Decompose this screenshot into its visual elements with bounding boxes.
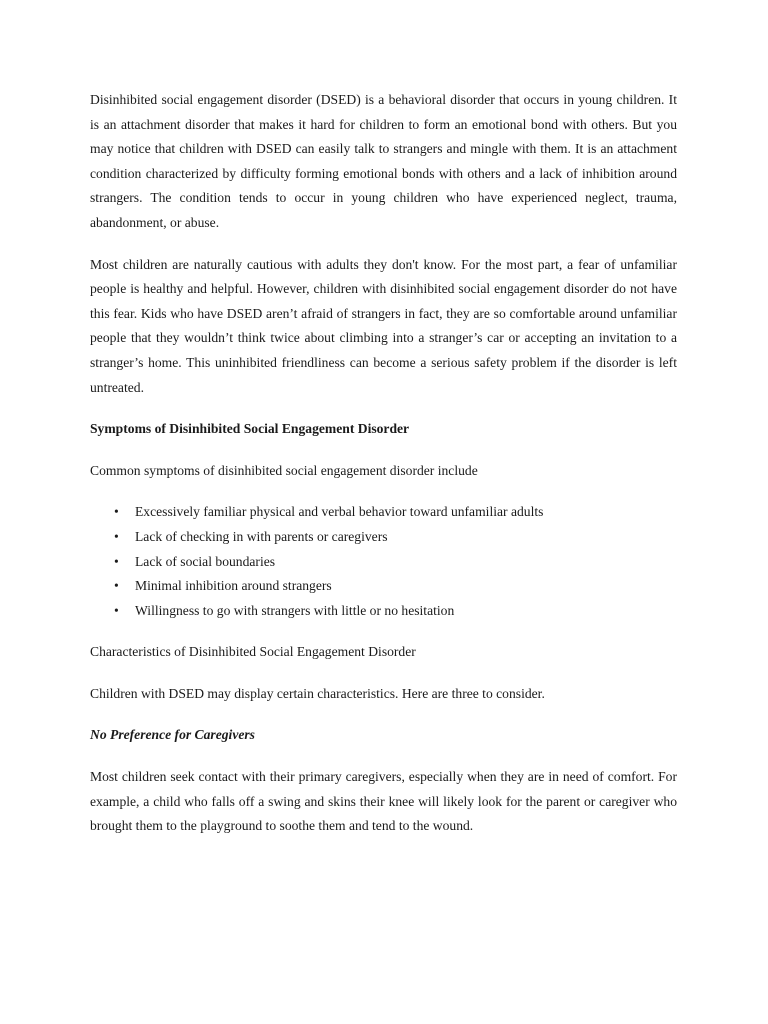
list-item: [90, 599, 677, 624]
bullet-icon: •: [114, 553, 119, 569]
caregivers-subheading: No Preference for Caregivers: [90, 727, 255, 743]
list-item: [90, 525, 677, 550]
list-item-text: Excessively familiar physical and verbal behavior toward unfamiliar adults: [135, 504, 544, 520]
list-item-text: Willingness to go with strangers with little or no hesitation: [135, 602, 455, 618]
bullet-icon: •: [114, 578, 119, 594]
characteristics-heading: Characteristics of Disinhibited Social Engagement Disorder: [90, 644, 416, 660]
symptoms-intro: Common symptoms of disinhibited social engagement disorder include: [90, 462, 478, 478]
intro-paragraph: Disinhibited social engagement disorder (DSED) is a behavioral disorder that occurs in young children. It is an attachment disorder that makes it hard for children to form an emotional bond with others. But you may notice that children with DSED can easily talk to strangers and mingle with them. It is an attachment condition characterized by difficulty forming emotional bonds with others and a lack of inhibition around strangers. The condition tends to occur in young children who have experienced neglect, trauma, abandonment, or abuse.: [90, 92, 677, 230]
list-item: [90, 550, 677, 575]
bullet-icon: •: [114, 602, 119, 618]
symptoms-list: [90, 500, 677, 623]
list-item: [90, 500, 677, 525]
symptoms-heading: Symptoms of Disinhibited Social Engagement Disorder: [90, 421, 410, 437]
caregivers-paragraph: Most children seek contact with their primary caregivers, especially when they are in need of comfort. For example, a child who falls off a swing and skins their knee will likely look for the parent or caregiver who brought them to the playground to soothe them and tend to the wound.: [90, 769, 677, 834]
list-item-text: Lack of social boundaries: [135, 553, 276, 569]
bullet-icon: •: [114, 528, 119, 544]
list-item: [90, 574, 677, 599]
list-item-text: Lack of checking in with parents or caregivers: [135, 528, 388, 544]
characteristics-intro: Children with DSED may display certain characteristics. Here are three to consider.: [90, 685, 545, 701]
bullet-icon: •: [114, 504, 119, 520]
fear-paragraph: Most children are naturally cautious with adults they don't know. For the most part, a fear of unfamiliar people is healthy and helpful. However, children with disinhibited social engagement disorder do not have this fear. Kids who have DSED aren’t afraid of strangers in fact, they are so comfortable around unfamiliar people that they wouldn’t think twice about climbing into a stranger’s car or accepting an invitation to a stranger’s home. This uninhibited friendliness can become a serious safety problem if the disorder is left untreated.: [90, 256, 677, 395]
list-item-text: Minimal inhibition around strangers: [135, 578, 332, 594]
document-page: [90, 88, 677, 856]
